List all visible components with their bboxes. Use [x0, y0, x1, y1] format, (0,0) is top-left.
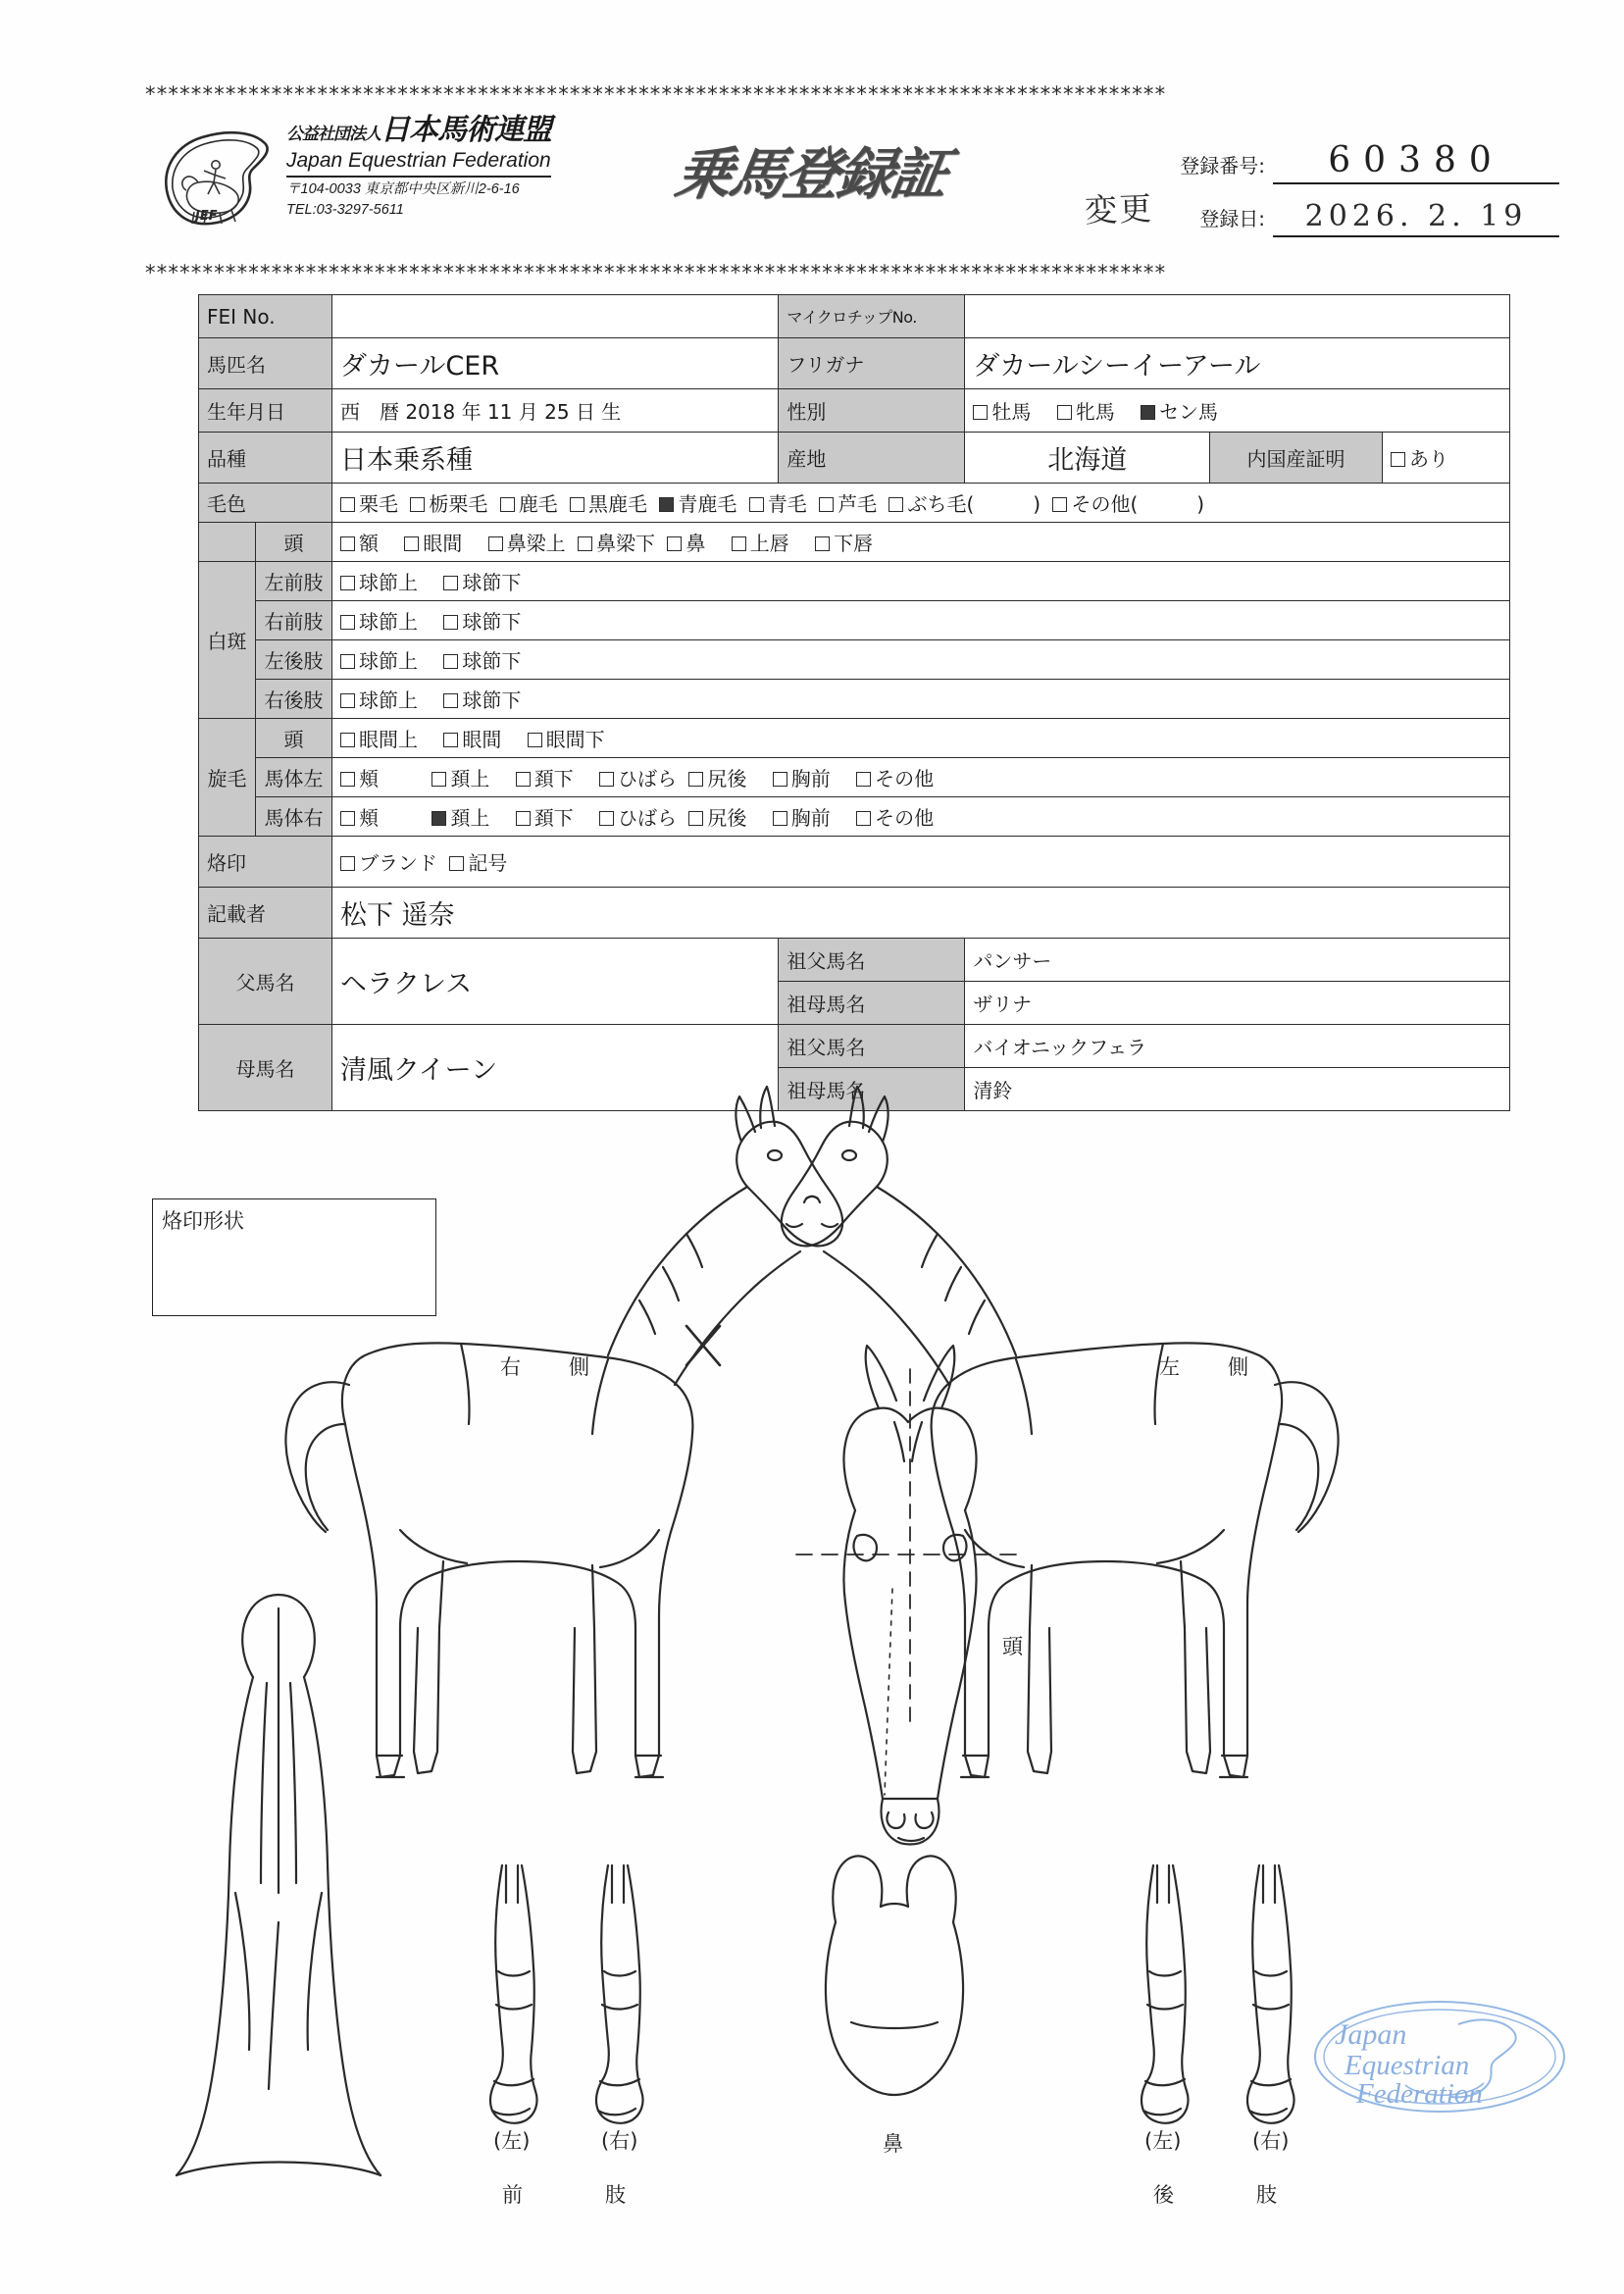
whorl-left-option-flank[interactable] [599, 763, 677, 791]
horse-data-table [198, 294, 1510, 1111]
breed-label: 品種 [199, 433, 332, 484]
stamp-line-3: Federation [1356, 2078, 1483, 2110]
whorl-right-option-lowerneck-label: 頚下 [533, 806, 574, 830]
checkbox-stallion[interactable] [973, 405, 988, 420]
coat-option-ashige[interactable] [819, 488, 877, 517]
white-marks-spacer [199, 523, 256, 562]
whorl-head-options [331, 719, 1509, 758]
checkbox-lh-upper[interactable] [340, 654, 355, 669]
checkbox-kurige[interactable] [340, 497, 355, 512]
star-rule-top: ***************************************************************************************** [145, 84, 1167, 105]
checkbox-whorl-gankan[interactable] [443, 733, 458, 747]
forelimb-label: 前 肢 [502, 2183, 639, 2207]
white-head-option-hana-label: 鼻 [685, 532, 706, 555]
checkbox-domestic-cert[interactable] [1391, 452, 1405, 467]
sire-grandsire-label: 祖父馬名 [779, 939, 965, 982]
checkbox-whorl-left-hibara[interactable] [599, 772, 614, 787]
whorl-right-option-cheek[interactable] [340, 802, 379, 831]
brand-option-brand-label: ブランド [358, 851, 437, 875]
coat-option-aoge-label: 青毛 [767, 492, 807, 516]
whorl-left-option-upperneck-label: 頚上 [450, 767, 490, 790]
document-header [0, 108, 1624, 255]
white-rf-label: 右前肢 [255, 601, 331, 640]
white-head-option-hitai[interactable] [340, 528, 379, 556]
whorl-right-option-upperneck[interactable] [431, 802, 489, 831]
table-row-white-head [199, 523, 1510, 562]
white-rf-options [331, 601, 1509, 640]
white-head-option-gankan[interactable] [404, 528, 462, 556]
white-head-options [331, 523, 1509, 562]
white-lf-label: 左前肢 [255, 562, 331, 601]
white-lh-option-upper-label: 球節上 [358, 649, 418, 673]
star-rule-bottom: ***************************************************************************************** [145, 263, 1167, 283]
organization-address: 〒104-0033 東京都中央区新川2-6-16 [286, 181, 520, 197]
checkbox-aokage[interactable] [659, 497, 674, 512]
checkbox-whorl-left-hoho[interactable] [340, 772, 355, 787]
whorl-left-option-lowerneck[interactable] [516, 763, 574, 791]
checkbox-rf-lower[interactable] [443, 615, 458, 630]
whorl-right-option-flank[interactable] [599, 802, 677, 831]
whorl-right-label: 馬体右 [255, 797, 331, 837]
furigana-value[interactable]: ダカールシーイーアール [965, 338, 1510, 389]
brand-label: 烙印 [199, 837, 332, 888]
white-rf-option-lower[interactable] [443, 606, 521, 635]
white-head-option-biryouka-label: 鼻梁下 [596, 532, 656, 555]
forelimb-left-label: (左) [493, 2129, 531, 2153]
coat-options [331, 484, 1509, 523]
registration-number-row [1098, 131, 1559, 184]
table-row-brand [199, 837, 1510, 888]
birth-value[interactable] [331, 389, 778, 433]
whorl-head-label: 頭 [255, 719, 331, 758]
brand-shape-box[interactable] [152, 1198, 436, 1316]
coat-option-kurokage-label: 黒鹿毛 [588, 492, 648, 516]
white-rh-option-lower-label: 球節下 [462, 688, 522, 712]
whorl-left-option-cheek-label: 頬 [358, 767, 379, 790]
brand-option-brand[interactable] [340, 847, 437, 876]
whorl-right-option-chest-label: 胸前 [790, 806, 831, 830]
white-rf-option-upper[interactable] [340, 606, 418, 635]
table-row-recorder [199, 888, 1510, 939]
organization-block [286, 113, 620, 219]
checkbox-lf-lower[interactable] [443, 576, 458, 590]
coat-option-tochikurige[interactable] [410, 488, 487, 517]
registration-date-label: 登録日: [1199, 207, 1265, 230]
coat-option-aokage-label: 青鹿毛 [678, 492, 737, 516]
microchip-label: マイクロチップNo. [779, 295, 965, 338]
dam-value[interactable]: 清風クイーン [331, 1025, 778, 1111]
table-row-white-lf [199, 562, 1510, 601]
nose-view-figure [826, 1856, 963, 2095]
whorl-left-option-other-label: その他 [875, 767, 935, 790]
checkbox-whorl-left-other[interactable] [856, 772, 871, 787]
checkbox-hitai[interactable] [340, 536, 355, 551]
checkbox-lf-upper[interactable] [340, 576, 355, 590]
forelimbs-figure [490, 1865, 643, 2123]
white-lh-option-lower-label: 球節下 [462, 649, 522, 673]
document-title: 乗馬登録証 [670, 142, 951, 207]
white-lf-options [331, 562, 1509, 601]
coat-option-kurige[interactable] [340, 488, 398, 517]
checkbox-hana[interactable] [667, 536, 682, 551]
registration-number-value: 60380 [1328, 140, 1504, 180]
sex-option-stallion[interactable] [973, 396, 1031, 425]
checkbox-whorl-right-keijou[interactable] [431, 811, 446, 826]
whorl-head-option-above-label: 眼間上 [358, 728, 418, 751]
coat-option-kurige-label: 栗毛 [358, 492, 398, 516]
white-head-option-hana[interactable] [667, 528, 705, 556]
birth-year: 2018 [405, 400, 456, 424]
whorl-left-label: 馬体左 [255, 758, 331, 797]
white-lf-option-lower[interactable] [443, 567, 521, 595]
white-head-option-uwakuchibiru[interactable] [732, 528, 789, 556]
org-prefix: 公益社団法人 [286, 125, 381, 144]
checkbox-kurokage[interactable] [570, 497, 584, 512]
checkbox-rh-lower[interactable] [443, 693, 458, 708]
checkbox-gelding[interactable] [1141, 405, 1155, 420]
domestic-cert-option[interactable] [1383, 433, 1510, 484]
white-head-option-gankan-label: 眼間 [423, 532, 463, 555]
checkbox-brand[interactable] [340, 856, 355, 871]
checkbox-uwakuchibiru[interactable] [732, 536, 746, 551]
checkbox-biryouka[interactable] [578, 536, 592, 551]
whorl-right-option-lowerneck[interactable] [516, 802, 574, 831]
table-row-fei [199, 295, 1510, 338]
checkbox-whorl-left-kyouzen[interactable] [773, 772, 787, 787]
coat-option-kurokage[interactable] [570, 488, 647, 517]
coat-option-other[interactable] [1052, 488, 1204, 517]
sex-option-mare-label: 牝馬 [1075, 400, 1115, 424]
whorl-label: 旋毛 [199, 719, 256, 837]
whorl-right-options [331, 797, 1509, 837]
fei-no-label: FEI No. [199, 295, 332, 338]
whorl-right-option-rear[interactable] [688, 802, 746, 831]
checkbox-whorl-gankanjou[interactable] [340, 733, 355, 747]
white-rf-option-lower-label: 球節下 [462, 610, 522, 634]
checkbox-shitakuchibiru[interactable] [815, 536, 830, 551]
table-row-white-rh [199, 680, 1510, 719]
whorl-head-option-between[interactable] [443, 724, 501, 752]
table-row-birth [199, 389, 1510, 433]
whorl-right-option-chest[interactable] [773, 802, 831, 831]
white-rh-option-upper[interactable] [340, 685, 418, 713]
microchip-value[interactable] [965, 295, 1510, 338]
white-lh-option-lower[interactable] [443, 645, 521, 674]
white-rh-label: 右後肢 [255, 680, 331, 719]
sex-option-gelding[interactable] [1141, 396, 1218, 425]
org-name-jp-main: 日本馬術連盟 [381, 113, 551, 147]
brand-shape-label: 烙印形状 [162, 1209, 244, 1233]
checkbox-whorl-gankanka[interactable] [528, 733, 542, 747]
coat-option-ashige-label: 芦毛 [837, 492, 878, 516]
checkbox-kage[interactable] [500, 497, 515, 512]
checkbox-rf-upper[interactable] [340, 615, 355, 630]
checkbox-whorl-right-kyouzen[interactable] [773, 811, 787, 826]
head-label: 頭 [1002, 1635, 1023, 1658]
whorl-right-option-flank-label: ひばら [618, 806, 678, 830]
sire-grandsire-value[interactable]: パンサー [965, 939, 1510, 982]
registration-date-value: 2026. 2. 19 [1304, 199, 1528, 233]
coat-option-other-label: その他( ) [1071, 492, 1205, 516]
change-annotation: 変更 [1084, 188, 1154, 230]
checkbox-whorl-right-shirigo[interactable] [688, 811, 703, 826]
checkbox-whorl-right-hoho[interactable] [340, 811, 355, 826]
fei-no-value[interactable] [331, 295, 778, 338]
birth-day: 25 [544, 400, 570, 424]
whorl-left-option-lowerneck-label: 頚下 [533, 767, 574, 790]
sire-granddam-label: 祖母馬名 [779, 982, 965, 1025]
jef-stamp-watermark [1311, 1983, 1568, 2130]
whorl-right-option-rear-label: 尻後 [707, 806, 747, 830]
neck-x-mark [686, 1326, 720, 1365]
table-row-white-lh [199, 640, 1510, 680]
birth-label: 生年月日 [199, 389, 332, 433]
white-rh-options [331, 680, 1509, 719]
checkbox-whorl-left-keijou[interactable] [431, 772, 446, 787]
checkbox-whorl-right-other[interactable] [856, 811, 871, 826]
whorl-left-option-rear[interactable] [688, 763, 746, 791]
sire-value[interactable]: ヘラクレス [331, 939, 778, 1025]
whorl-head-option-between-label: 眼間 [462, 728, 502, 751]
hindlimb-left-label: (左) [1144, 2129, 1182, 2153]
sex-option-mare[interactable] [1057, 396, 1115, 425]
whorl-left-option-cheek[interactable] [340, 763, 379, 791]
dam-grandsire-label: 祖父馬名 [779, 1025, 965, 1068]
hindlimb-label: 後 肢 [1153, 2183, 1291, 2207]
checkbox-ashige[interactable] [819, 497, 834, 512]
coat-label: 毛色 [199, 484, 332, 523]
left-side-label: 左 側 [1159, 1355, 1262, 1379]
white-head-option-uwakuchibiru-label: 上唇 [749, 532, 789, 555]
birth-year-unit: 年 [461, 400, 482, 424]
organization-tel: TEL:03-3297-5611 [286, 202, 404, 219]
forelimb-right-label: (右) [601, 2129, 638, 2153]
registration-number-label: 登録番号: [1180, 154, 1265, 178]
white-head-label: 頭 [255, 523, 331, 562]
organization-name-en: Japan Equestrian Federation [286, 149, 551, 178]
domestic-cert-option-label: あり [1409, 447, 1449, 471]
coat-option-aokage[interactable] [659, 488, 736, 517]
coat-option-kage[interactable] [500, 488, 558, 517]
brand-option-symbol[interactable] [449, 847, 507, 876]
checkbox-rh-upper[interactable] [340, 693, 355, 708]
white-head-option-shitakuchibiru-label: 下唇 [834, 532, 874, 555]
checkbox-buchige[interactable] [888, 497, 903, 512]
white-lf-option-upper[interactable] [340, 567, 418, 595]
white-head-option-biryoujou[interactable] [488, 528, 566, 556]
white-head-option-hitai-label: 額 [358, 532, 379, 555]
hindlimb-right-label: (右) [1252, 2129, 1290, 2153]
whorl-left-option-rear-label: 尻後 [707, 767, 747, 790]
coat-option-kage-label: 鹿毛 [518, 492, 558, 516]
sex-option-gelding-label: セン馬 [1159, 400, 1219, 424]
dam-label: 母馬名 [199, 1025, 332, 1111]
checkbox-mare[interactable] [1057, 405, 1072, 420]
horse-right-side-figure [285, 1087, 842, 1777]
table-row-white-rf [199, 601, 1510, 640]
recorder-value[interactable]: 松下 遥奈 [331, 888, 1509, 939]
white-head-option-biryoujou-label: 鼻梁上 [506, 532, 566, 555]
jef-logo-icon [159, 126, 277, 231]
domestic-cert-label: 内国産証明 [1210, 433, 1383, 484]
furigana-label: フリガナ [779, 338, 965, 389]
whorl-head-option-below-label: 眼間下 [545, 728, 605, 751]
white-lh-options [331, 640, 1509, 680]
whorl-left-option-other[interactable] [856, 763, 934, 791]
white-rh-option-upper-label: 球節上 [358, 688, 418, 712]
checkbox-lh-lower[interactable] [443, 654, 458, 669]
dam-granddam-label: 祖母馬名 [779, 1068, 965, 1111]
dam-grandsire-value[interactable]: バイオニックフェラ [965, 1025, 1510, 1068]
sex-option-stallion-label: 牡馬 [991, 400, 1032, 424]
sex-label: 性別 [779, 389, 965, 433]
white-head-option-biryouka[interactable] [578, 528, 655, 556]
checkbox-whorl-right-hibara[interactable] [599, 811, 614, 826]
recorder-label: 記載者 [199, 888, 332, 939]
checkbox-symbol[interactable] [449, 856, 464, 871]
organization-name-jp [286, 113, 620, 147]
whorl-right-option-other-label: その他 [875, 806, 935, 830]
checkbox-tochikurige[interactable] [410, 497, 425, 512]
origin-label: 産地 [779, 433, 965, 484]
checkbox-whorl-left-shirigo[interactable] [688, 772, 703, 787]
whorl-head-option-above[interactable] [340, 724, 418, 752]
whorl-left-options [331, 758, 1509, 797]
checkbox-whorl-left-keika[interactable] [516, 772, 531, 787]
whorl-right-option-other[interactable] [856, 802, 934, 831]
brand-options [331, 837, 1509, 888]
table-row-sire-grandsire [199, 939, 1510, 982]
table-row-whorl-head [199, 719, 1510, 758]
horse-dorsal-figure [177, 1595, 381, 2175]
checkbox-aoge[interactable] [749, 497, 764, 512]
breed-value[interactable]: 日本乗系種 [331, 433, 778, 484]
nose-label: 鼻 [883, 2132, 903, 2156]
table-row-whorl-left [199, 758, 1510, 797]
white-lh-label: 左後肢 [255, 640, 331, 680]
sire-granddam-value[interactable]: ザリナ [965, 982, 1510, 1025]
sire-label: 父馬名 [199, 939, 332, 1025]
dam-granddam-value[interactable]: 清鈴 [965, 1068, 1510, 1111]
table-row-horse-name [199, 338, 1510, 389]
whorl-left-option-upperneck[interactable] [431, 763, 489, 791]
table-row-coat [199, 484, 1510, 523]
white-lf-option-lower-label: 球節下 [462, 571, 522, 594]
coat-option-buchige[interactable] [888, 488, 1040, 517]
birth-month: 11 [486, 400, 513, 424]
checkbox-biryoujou[interactable] [488, 536, 503, 551]
birth-prefix: 西 暦 [339, 400, 399, 424]
registration-date-row [1098, 184, 1559, 237]
white-lh-option-upper[interactable] [340, 645, 418, 674]
origin-value[interactable]: 北海道 [965, 433, 1210, 484]
white-head-option-shitakuchibiru[interactable] [815, 528, 873, 556]
whorl-head-option-below[interactable] [528, 724, 605, 752]
whorl-right-option-upperneck-label: 頚上 [450, 806, 490, 830]
birth-day-unit: 日 [575, 400, 595, 424]
white-rf-option-upper-label: 球節上 [358, 610, 418, 634]
white-lf-option-upper-label: 球節上 [358, 571, 418, 594]
white-marks-label: 白斑 [199, 562, 256, 719]
whorl-left-option-chest[interactable] [773, 763, 831, 791]
horse-name-label: 馬匹名 [199, 338, 332, 389]
table-row-dam-grandsire [199, 1025, 1510, 1068]
stamp-line-2: Equestrian [1345, 2050, 1470, 2081]
checkbox-whorl-right-keika[interactable] [516, 811, 531, 826]
svg-text:JEF: JEF [195, 209, 218, 224]
horse-left-side-figure [782, 1087, 1339, 1777]
table-row-breed [199, 433, 1510, 484]
whorl-left-option-chest-label: 胸前 [790, 767, 831, 790]
white-rh-option-lower[interactable] [443, 685, 521, 713]
table-row-whorl-right [199, 797, 1510, 837]
coat-option-aoge[interactable] [749, 488, 807, 517]
right-side-label: 右 側 [500, 1355, 603, 1379]
whorl-left-option-flank-label: ひばら [618, 767, 678, 790]
brand-option-symbol-label: 記号 [468, 851, 508, 875]
checkbox-gankan[interactable] [404, 536, 419, 551]
sex-options [965, 389, 1510, 433]
horse-name-value[interactable]: ダカールCER [331, 338, 778, 389]
birth-month-unit: 月 [518, 400, 538, 424]
checkbox-coat-other[interactable] [1052, 497, 1067, 512]
head-dotted-axis [885, 1589, 892, 1795]
whorl-right-option-cheek-label: 頬 [358, 806, 379, 830]
horse-head-front-figure [843, 1346, 976, 1845]
hindlimbs-figure [1142, 1865, 1294, 2123]
coat-option-tochikurige-label: 栃栗毛 [429, 492, 488, 516]
registration-block [1098, 131, 1559, 237]
coat-option-buchige-label: ぶち毛( ) [907, 492, 1041, 516]
birth-suffix: 生 [601, 400, 622, 424]
stamp-line-1: Japan [1335, 2018, 1407, 2051]
